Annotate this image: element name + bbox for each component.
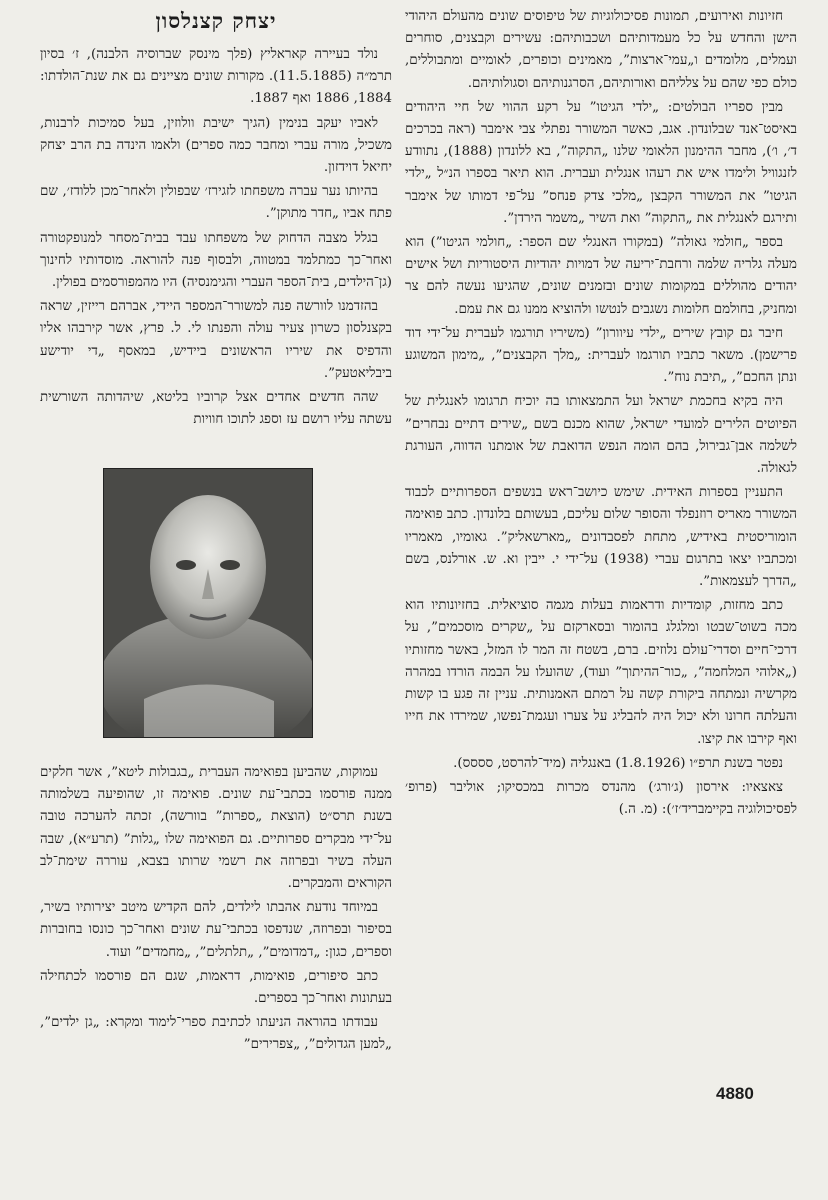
article-title: יצחק קצנלסון [155, 8, 277, 33]
paragraph: בהיותו נער עברה משפחתו לזגירז׳ שבפולין ולאחר־מכן ללודז׳, שם פתח אביו „חדר מתוקן”. [40, 184, 392, 222]
paragraph: במיוחד נודעת אהבתו לילדים, להם הקדיש מיטב יצירותיו בשיר, בסיפור ובפרוזה, שנדפסו בכתבי־עת שונים ואחר־כך כונסו בחוברות וספרים, כגון: „דמדומים”, „תלתלים”, „מחמדים” ועוד. [40, 900, 392, 960]
paragraph: צאצאיו: אירסון (ג׳ורג׳) מהנדס מכרות במכסיקו; אוליבר (פרופ׳ לפסיכולוגיה בקיימבריד׳ז׳): (מ. ה.) [405, 779, 797, 818]
paragraph: לאביו יעקב בנימין (הגיך ישיבת וולוזין, בעל סמיכות לרבנות, משכיל, מורה עברי ומחבר כמה ספרים) ולאמו הינדה בת הרב יצחק יחיאל דוידזון. [40, 115, 392, 176]
paragraph: שהה חדשים אחדים אצל קרוביו בליטא, שיהדותה השורשית עשתה עליו רושם עז וספג לתוכו חוויות [40, 390, 392, 428]
right-column [405, 6, 797, 823]
paragraph: חיבר גם קובץ שירים „ילדי עיוורון” (משיריו תורגמו לעברית על־ידי דוד פרישמן). משאר כתביו תורגמו לעברית: „מלך הקבצנים”, „מימון המשוגע ונתן החכם”, „תיבת נוח”. [405, 325, 797, 386]
paragraph: בהזדמנו לוורשה פנה למשורר־המספר היידי, אברהם רייזין, שראה בקצנלסון כשרון צעיר עולה והפנתו לי. ל. פרץ, אשר קירבהו אליו והדפיס את שיריו הראשונים ביידיש, במאסף „די יודישע ביבליאטעק”. [40, 299, 392, 381]
paragraph: כתב סיפורים, פואימות, דראמות, שגם הם פורסמו לכתחילה בעתונות ואחר־כך בספרים. [40, 968, 392, 1007]
paragraph: עמוקות, שהביען בפואימה העברית „בגבולות ליטא”, אשר חלקים ממנה פורסמו בכתבי־עת שונים. פואימה זו, שהופיעה בשלמותה בשנת תרס״ט (הוצאת „ספרות” בוורשה), זכתה להערכה טובה על־ידי מבקרים ספרותיים. גם הפואימה שלו „גלות” (תרע״א), שבה העלה בשיר ובפרוזה את רשמי שרותו בצבא, עוררה שימת־לב הקוראים והמבקרים. [40, 765, 392, 892]
paragraph: עבודתו בהוראה הניעתו לכתיבת ספרי־לימוד ומקרא: „גן ילדים”, „למען הגדולים”, „צפרירים” [40, 1015, 392, 1053]
paragraph: בגלל מצבה הדחוק של משפחתו עבד בבית־מסחר למנופקטורה ואחר־כך כמתלמד במטווה, ולבסוף פנה להוראה. מוסדותיו לחינוך (גן־הילדים, בית־הספר העברי והגימנסיה) היו מהמפורסמים בפולין. [40, 230, 392, 291]
paragraph: מבין ספריו הבולטים: „ילדי הגיטו” על רקע ההווי של חיי היהודים באיסט־אנד שבלונדון. אגב, כאשר המשורר נפתלי צבי אימבר (ראה בכרכים ד׳, ו׳), מחבר ההימנון הלאומי שלנו „התקוה”, בא ללונדון (1888), נתוודע לזנגוויל ולימדו איש את רעהו אנגלית ועברית. הוא תיאר בספרו הנ״ל „ילדי הגיטו” את המשורר הקבצן „מלכי צדק פנחס” על־פי דמותו של אימבר ותירגם לאנגלית את „התקוה” ואת השיר „משמר הירדן”. [405, 99, 797, 226]
paragraph: התעניין בספרות האידית. שימש כיושב־ראש בנשפים הספרותיים לכבוד המשורר מאריס רוזנפלד והסופר שלום עליכם, בעשותם בלונדון. כתב פואימה הומוריסטית באידיש, מתחת לפסבדונים „מארשאליק”. גאומיו, מאמריו ומכתביו יצאו בתרגום עברי (1938) על־ידי י. ייבין וא. ש. אורלנס, בשם „הדרך לעצמאות”. [405, 485, 797, 590]
paragraph: נפטר בשנת תרפ״ו (1.8.1926) באנגליה (מיד־להרסט, סססס). [453, 755, 783, 771]
left-column-bottom [40, 762, 392, 1059]
portrait-photo [103, 468, 313, 738]
paragraph: בספר „חולמי גאולה” (במקורו האנגלי שם הספר: „חולמי הגיטו”) הוא מעלה גלריה שלמה ורחבת־יריעה של דמויות יהודיות היסטוריות ושל אישים יהודים מהוללים במקומות שונים ובזמנים שונים, שהגיעו נעשה להם צר ומחניק, בחולמם חלומות נשגבים לנטשו ולהוציא ממנו גם את עמם. [405, 235, 797, 317]
paragraph: חזיונות ואירועים, תמונות פסיכולוגיות של טיפוסים שונים מהעולם היהודי הישן והחדש על כל מעמדותיהם ושכבותיהם: עשירים וקבצנים, סוחרים ועמלים, מלומדים ו„עמי־ארצות”, מאמינים וכופרים, לאומיים ומתבוללים, כולם כפי שהם על צלליהם ואורותיהם, הסרגנותיהם וסגולותיהם. [405, 9, 797, 91]
portrait-illustration [104, 469, 312, 737]
page-number: 4880 [716, 1084, 754, 1103]
paragraph: כתב מחזות, קומדיות ודראמות בעלות מגמה סוציאלית. בחזיונותיו הוא מכה בשוט־שבטו ומלגלג בהומור ובסארקזם על „שקרים מוסכמים”, על דרכי־חיים וסדרי־עולם נלוזים. ברם, בשטח זה המר לו המזל, באשר מחזותיו („אלוהי המלחמה”, „כור־ההיתוך” ועוד), שהועלו על הבמה הורדו במהרה מקרשיה ונמתחה ביקורת קשה על רמתם האמנותית. עניין זה פגע בו קשות והעלתה חרונו ולא יכול היה להבליג על צערו ועגמת־נפשו, שמירדו את חייו ואף קירבו את קיצו. [405, 598, 797, 747]
paragraph: נולד בעיירה קאראליץ (פלך מינסק שברוסיה הלבנה), ז׳ בסיון תרמ״ה (11.5.1885). מקורות שונים מציינים גם את שנת־הולדתו: 1884, 1886 ואף 1887. [40, 47, 392, 107]
left-column-top [40, 44, 392, 433]
paragraph: היה בקיא בחכמת ישראל ועל התמצאותו בה יוכיח תרגומו לאנגלית של הפיוטים הלירים למועדי ישראל, שהוא מכנם בשם „שירים דתיים נבחרים” לשלמה אבן־גבירול, בהם הומה הנפש הדואבת של אומתנו הדווה, העורגת לגאולה. [405, 394, 797, 477]
